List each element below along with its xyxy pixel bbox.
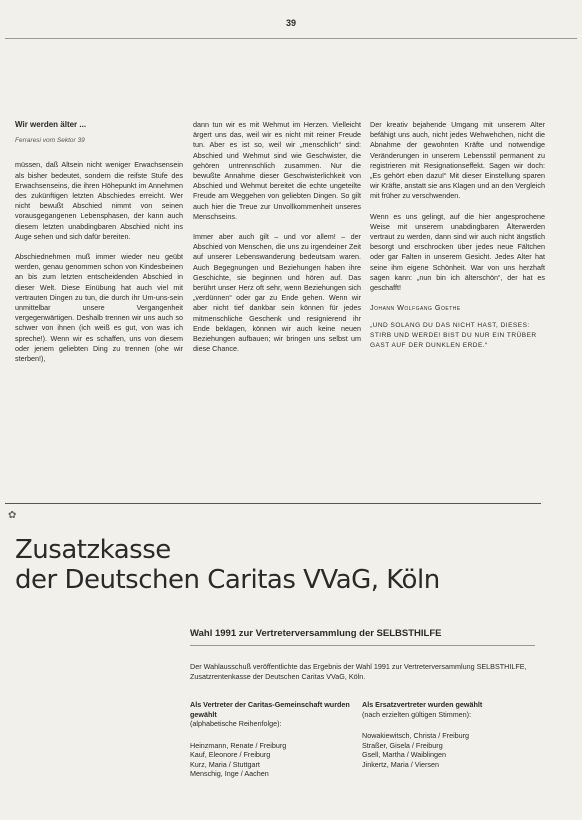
paragraph: müssen, daß Altsein nicht weniger Erwachsensein als bisher bedeutet, sondern die reifste Stufe des Erwachsenseins, die ihren Höhepunkt im Annehmen des zukünftigen letzten Abschiedes erreicht. Wer nicht bewußt Abschied nimmt von seinen vorausgegangenen Lebensphasen, der kann auch diesem letzten unabdingbaren Abschied nicht ins Auge sehen und sich dafür bereiten. bbox=[15, 160, 183, 241]
list-item: Nowakiewitsch, Christa / Freiburg bbox=[362, 731, 470, 740]
representatives-heading: Als Vertreter der Caritas-Gemeinschaft wurden gewählt bbox=[190, 700, 350, 719]
top-rule bbox=[5, 38, 577, 39]
paragraph: dann tun wir es mit Wehmut im Herzen. Vielleicht ärgert uns das, weil wir es nicht mit reiner Freude tun. Aber es ist so, weil wir „menschlich“ sind: Abschied und Wehmut sind wie Geschwister, die gehören untrennschlich zusammen. Nur die bewußte Annahme dieser Geschwisterlichkeit von Abschied und Wehmut bereitet die echte ungeteilte Freude am Weggehen von geliebten Dingen. So gilt auch hier die Treue zur Unvollkommenheit unseres Menschseins. bbox=[193, 120, 361, 221]
election-intro: Der Wahlausschuß veröffentlichte das Ergebnis der Wahl 1991 zur Vertreterversammlung SELBSTHILFE, Zusatzrentenkasse der Deutschen Caritas VVaG, Köln. bbox=[190, 662, 527, 681]
election-columns bbox=[190, 700, 535, 779]
list-item: Menschig, Inge / Aachen bbox=[190, 769, 269, 778]
list-item: Kurz, Maria / Stuttgart bbox=[190, 759, 260, 769]
substitutes-sub: (nach erzielten gültigen Stimmen): bbox=[362, 709, 472, 719]
article-heading: Wir werden älter ... bbox=[15, 120, 87, 129]
list-item: Kauf, Eleonore / Freiburg bbox=[190, 750, 271, 759]
article-source: Ferraresi vom Sektor 39 bbox=[15, 137, 85, 145]
company-line-1: Zusatzkasse bbox=[15, 535, 171, 565]
election-rule bbox=[190, 645, 535, 646]
paragraph: Immer aber auch gilt – und vor allem! – der Abschied von Menschen, die uns zu irgendeiner Zeit auf unserer Lebenswanderung bedeutsam waren. Auch Begegnungen und Beziehungen haben ihre Geschichte, sie beginnen und hören auf. Das berührt unser Herz oft sehr, wenn Beziehungen sich „verdünnen“ oder gar zu Ende gehen. Wenn wir aber nicht tief dankbar sein können für jedes mitmenschliche Geschenk und resignierend ihr Ende beklagen, können wir auch keine neuen Beziehungen aufbauen; wir bringen uns selbst um diese Chance. bbox=[193, 232, 361, 354]
paragraph: Abschiednehmen muß immer wieder neu geübt werden, genau genommen schon von Kindesbeinen an bis zum letzten entscheidenden Abschied in dieser Welt. Diese Einübung hat auch viel mit vertrauten Dingen zu tun, die durch ihr Um-uns-sein unmittelbar unsere Vergangenheit vergegenwärtigen. Deshalb trennen wir uns auch so schwer von ihnen (ich weiß es gut, von was ich spreche!). Wenn wir es schaffen, uns von diesem oder jenem geliebten Ding zu trennen (ohe wir sterben!), bbox=[15, 252, 183, 364]
page-number: 39 bbox=[285, 18, 296, 28]
representatives-list bbox=[190, 741, 362, 779]
substitutes-column bbox=[362, 700, 534, 779]
section-rule bbox=[5, 503, 541, 504]
paragraph: Wenn es uns gelingt, auf die hier angesprochene Weise mit unserem unabdingbaren Älterwerden vertraut zu werden, dann sind wir auch nicht ängstlich besorgt und erschrocken über jedes neue Fältchen oder gar Falten in unserem Gesicht. Jedes Alter hat seine ihm eigene Schönheit. War von uns herzhaft sagen kann: „nun bin ich älterschön“, der hat es geschafft! bbox=[370, 211, 545, 293]
article-column-1 bbox=[15, 120, 183, 374]
election-title: Wahl 1991 zur Vertreterversammlung der SELBSTHILFE bbox=[190, 628, 442, 639]
company-title bbox=[15, 535, 440, 595]
article-column-3 bbox=[370, 120, 545, 351]
quote-author: Johann Wolfgang Goethe bbox=[370, 303, 461, 313]
substitutes-list bbox=[362, 731, 534, 769]
article-column-2 bbox=[193, 120, 361, 364]
list-item: Gsell, Martha / Waiblingen bbox=[362, 750, 447, 759]
representatives-column bbox=[190, 700, 362, 779]
company-line-2: der Deutschen Caritas VVaG, Köln bbox=[15, 565, 440, 595]
bullet-icon: ✿ bbox=[8, 510, 17, 521]
quote-text: „UND SOLANG DU DAS NICHT HAST, DIESES: STIRB UND WERDE! BIST DU NUR EIN TRÜBER GAST AUF DER DUNKLEN ERDE.“ bbox=[370, 322, 537, 350]
substitutes-heading: Als Ersatzvertreter wurden gewählt bbox=[362, 700, 483, 709]
list-item: Jinkertz, Maria / Viersen bbox=[362, 759, 439, 769]
list-item: Heinzmann, Renate / Freiburg bbox=[190, 740, 287, 750]
paragraph: Der kreativ bejahende Umgang mit unserem Alter befähigt uns auch, nicht jedes Wehwehchen, nicht die Abnahme der gewohnten Kräfte und notwendige Veränderungen in unserem Lebensstil permanent zu registrieren mit Resignationseffekt. Sagen wir doch: „Es gehört eben dazu!“ Mit dieser Einstellung sparen wir Kräfte, anstatt sie ans Klagen und an den Vergleich mit früher zu verschwenden. bbox=[370, 120, 545, 201]
representatives-sub: (alphabetische Reihenfolge): bbox=[190, 719, 282, 728]
list-item: Straßer, Gisela / Freiburg bbox=[362, 740, 443, 750]
